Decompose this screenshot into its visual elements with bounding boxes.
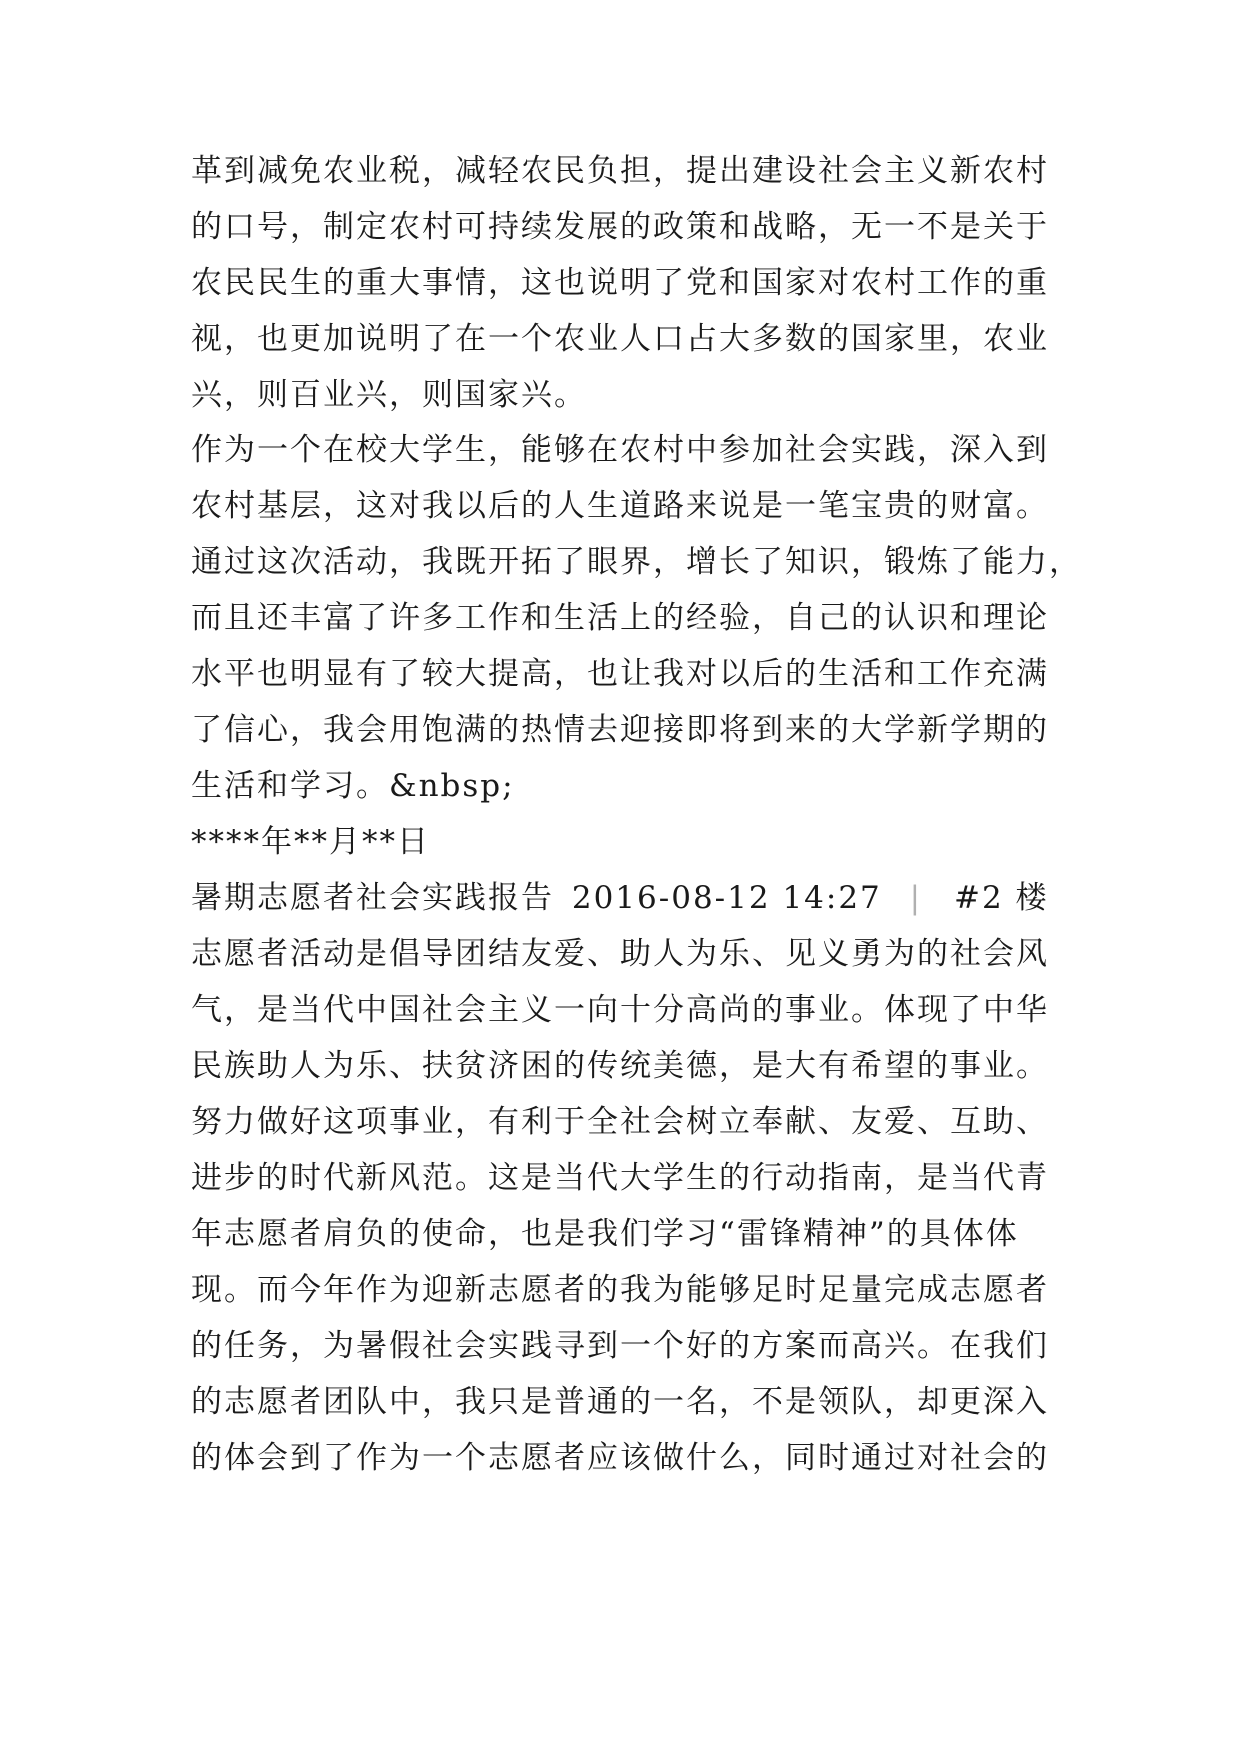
post-header — [191, 868, 1049, 928]
header-separator: | — [909, 880, 923, 916]
post-timestamp: 2016-08-12 14:27 — [571, 880, 882, 916]
paragraph-line: 民族助人为乐、扶贫济困的传统美德，是大有希望的事业。 — [191, 1048, 1049, 1084]
paragraph-line: 的志愿者团队中，我只是普通的一名，不是领队，却更深入 — [191, 1384, 1049, 1420]
post-floor-number: #2 楼 — [953, 880, 1049, 916]
date-line: ****年**月**日 — [191, 824, 430, 860]
paragraph-line: 现。而今年作为迎新志愿者的我为能够足时足量完成志愿者 — [191, 1272, 1049, 1308]
paragraph-line: 年志愿者肩负的使命，也是我们学习“雷锋精神”的具体体 — [191, 1216, 1019, 1252]
paragraph-line: 生活和学习。&nbsp; — [191, 768, 515, 804]
post-title: 暑期志愿者社会实践报告 — [191, 880, 554, 916]
paragraph-line: 了信心，我会用饱满的热情去迎接即将到来的大学新学期的 — [191, 712, 1049, 748]
paragraph-line: 志愿者活动是倡导团结友爱、助人为乐、见义勇为的社会风 — [191, 936, 1049, 972]
paragraph-line: 进步的时代新风范。这是当代大学生的行动指南，是当代青 — [191, 1160, 1049, 1196]
paragraph-line: 的任务，为暑假社会实践寻到一个好的方案而高兴。在我们 — [191, 1328, 1049, 1364]
paragraph-line: 的体会到了作为一个志愿者应该做什么，同时通过对社会的 — [191, 1440, 1049, 1476]
paragraph-line: 兴，则百业兴，则国家兴。 — [191, 377, 587, 413]
paragraph-line: 视，也更加说明了在一个农业人口占大多数的国家里，农业 — [191, 321, 1049, 357]
paragraph-line: 作为一个在校大学生，能够在农村中参加社会实践，深入到 — [191, 432, 1049, 468]
paragraph-line: 的口号，制定农村可持续发展的政策和战略，无一不是关于 — [191, 209, 1049, 245]
paragraph-line: 革到减免农业税，减轻农民负担，提出建设社会主义新农村 — [191, 153, 1049, 189]
paragraph-line: 努力做好这项事业，有利于全社会树立奉献、友爱、互助、 — [191, 1104, 1049, 1140]
paragraph-line: 通过这次活动，我既开拓了眼界，增长了知识，锻炼了能力， — [191, 544, 1082, 580]
paragraph-line: 农村基层，这对我以后的人生道路来说是一笔宝贵的财富。 — [191, 488, 1049, 524]
paragraph-line: 农民民生的重大事情，这也说明了党和国家对农村工作的重 — [191, 265, 1049, 301]
paragraph-line: 气，是当代中国社会主义一向十分高尚的事业。体现了中华 — [191, 992, 1049, 1028]
paragraph-line: 水平也明显有了较大提高，也让我对以后的生活和工作充满 — [191, 656, 1049, 692]
paragraph-line: 而且还丰富了许多工作和生活上的经验，自己的认识和理论 — [191, 600, 1049, 636]
